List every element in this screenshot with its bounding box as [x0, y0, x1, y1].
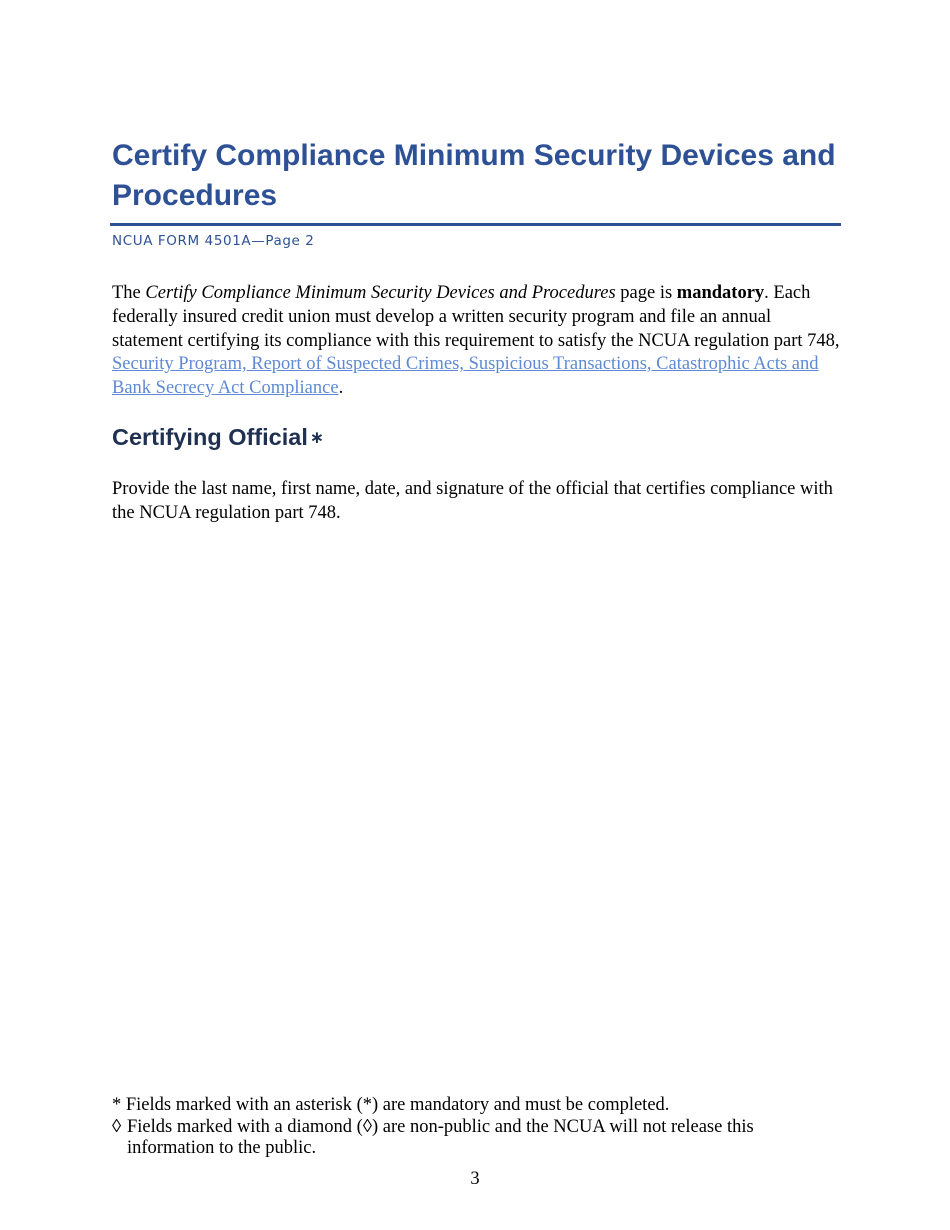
diamond-icon: ◊	[112, 1116, 122, 1137]
intro-mandatory: mandatory	[676, 283, 765, 303]
intro-page-name: Certify Compliance Minimum Security Devices and Procedures	[145, 283, 616, 303]
asterisk-footnote: * Fields marked with an asterisk (*) are mandatory and must be completed.	[112, 1095, 670, 1115]
certifying-official-instructions: Provide the last name, first name, date, and signature of the official that certifies compliance with the NCUA regulation part 748.	[112, 479, 833, 523]
intro-text-4: .	[338, 378, 344, 399]
page-number: 3	[470, 1169, 480, 1189]
page-title: Certify Compliance Minimum Security Devices and Procedures	[112, 139, 836, 212]
intro-text-1: The	[112, 283, 146, 303]
regulation-link[interactable]: Security Program, Report of Suspected Crimes, Suspicious Transactions, Catastrophic Acts and Bank Secrecy Act Compliance	[112, 354, 819, 399]
certifying-official-heading	[112, 421, 324, 454]
title-divider	[110, 223, 841, 226]
form-page-label: NCUA FORM 4501A—Page 2	[112, 233, 315, 249]
diamond-footnote	[112, 1117, 840, 1160]
footnotes	[112, 1095, 840, 1160]
intro-text-3: . Each federally insured credit union must develop a written security program and file an annual statement certifying its compliance with this requirement to satisfy the NCUA regulation part 748,	[112, 283, 840, 351]
required-asterisk-icon: ∗	[309, 428, 325, 447]
intro-paragraph	[112, 282, 840, 401]
intro-text-2: page is	[615, 283, 677, 303]
section-heading-label: Certifying Official	[112, 424, 308, 450]
diamond-footnote-text: Fields marked with a diamond (◊) are non-public and the NCUA will not release this information to the public.	[127, 1116, 754, 1158]
